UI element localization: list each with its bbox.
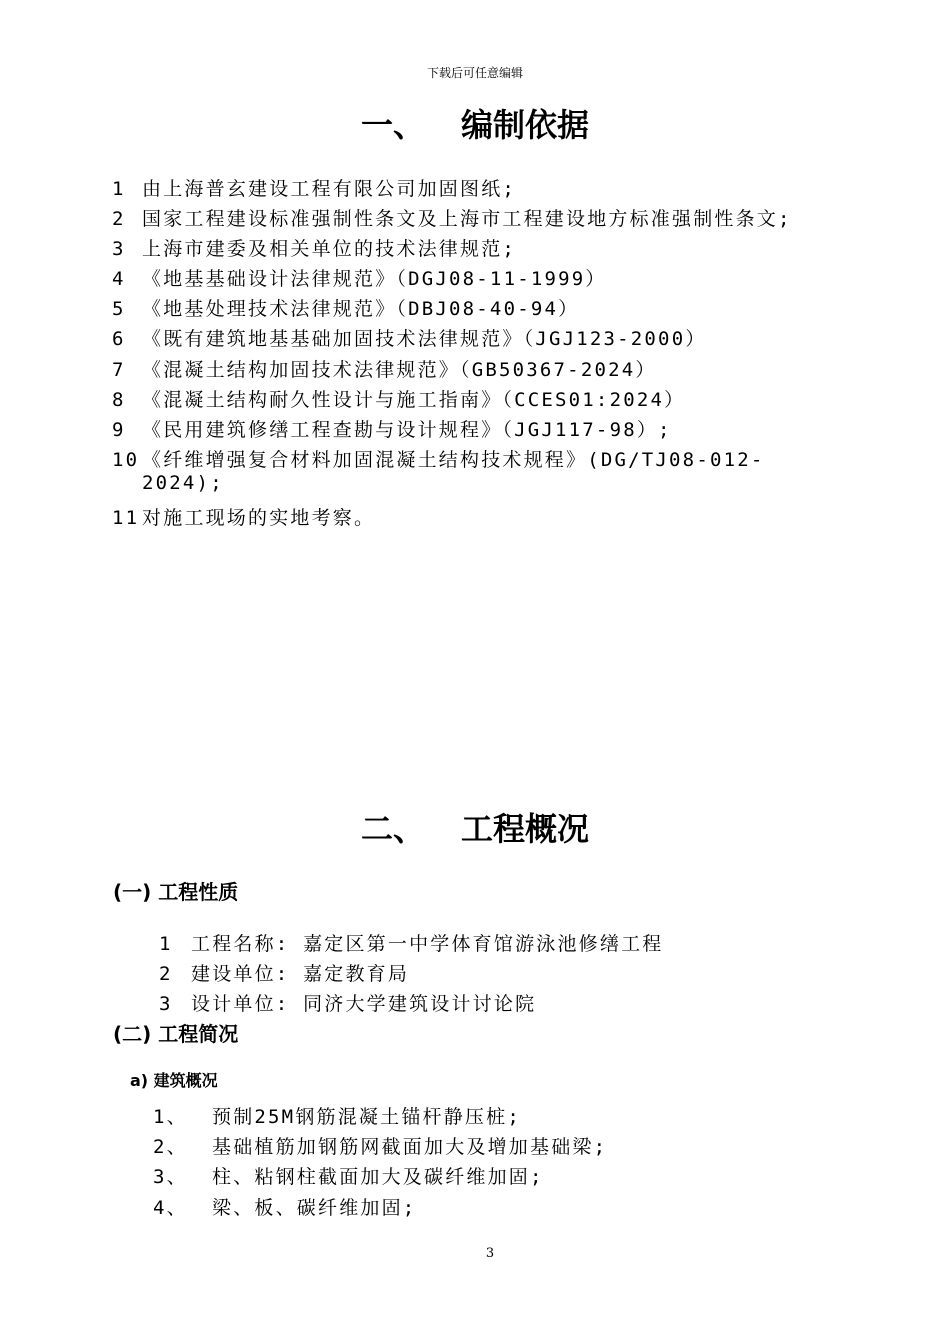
list-item: 6 《既有建筑地基基础加固技术法律规范》（JGJ123-2000） (112, 328, 707, 350)
list-item: 11 对施工现场的实地考察。 (112, 507, 376, 529)
section-2-number: 二、 (360, 810, 425, 848)
section-1-number: 一、 (360, 106, 425, 144)
list-item: 3、 柱、粘钢柱截面加大及碳纤维加固; (153, 1166, 544, 1188)
list-item: 1 由上海普玄建设工程有限公司加固图纸; (112, 178, 517, 200)
list-item: 1、 预制25M钢筋混凝土锚杆静压桩; (153, 1106, 521, 1128)
page-header: 下载后可任意编辑 (426, 66, 523, 80)
list-item: 2 建设单位: 嘉定教育局 (159, 963, 410, 985)
list-item: 4 《地基基础设计法律规范》（DGJ08-11-1999） (112, 268, 607, 290)
section-2-heading (0, 804, 950, 850)
subsection-2-heading: (二) 工程简况 (113, 1022, 239, 1046)
list-item: 2024); (142, 472, 224, 494)
section-1-title: 编制依据 (460, 106, 589, 144)
list-item: 2 国家工程建设标准强制性条文及上海市工程建设地方标准强制性条文; (112, 208, 792, 230)
list-item: 5 《地基处理技术法律规范》（DBJ08-40-94） (112, 298, 580, 320)
subsection-1-heading: (一) 工程性质 (113, 880, 239, 904)
subsection-a-heading: a) 建筑概况 (130, 1071, 218, 1090)
list-item: 3 上海市建委及相关单位的技术法律规范; (112, 238, 517, 260)
section-1-heading (0, 100, 950, 146)
list-item: 10 《纤维增强复合材料加固混凝土结构技术规程》(DG/TJ08-012- (112, 449, 765, 471)
list-item: 9 《民用建筑修缮工程查勘与设计规程》（JGJ117-98）; (112, 419, 672, 441)
list-item: 1 工程名称: 嘉定区第一中学体育馆游泳池修缮工程 (159, 933, 664, 955)
list-item: 3 设计单位: 同济大学建筑设计讨论院 (159, 993, 537, 1015)
list-item: 4、 梁、板、碳纤维加固; (153, 1197, 417, 1219)
section-2-title: 工程概况 (460, 810, 589, 848)
list-item: 8 《混凝土结构耐久性设计与施工指南》（CCES01:2024） (112, 389, 686, 411)
list-item: 2、 基础植筋加钢筋网截面加大及增加基础梁; (153, 1136, 608, 1158)
page-number: 3 (485, 1246, 495, 1261)
list-item: 7 《混凝土结构加固技术法律规范》（GB50367-2024） (112, 359, 657, 381)
